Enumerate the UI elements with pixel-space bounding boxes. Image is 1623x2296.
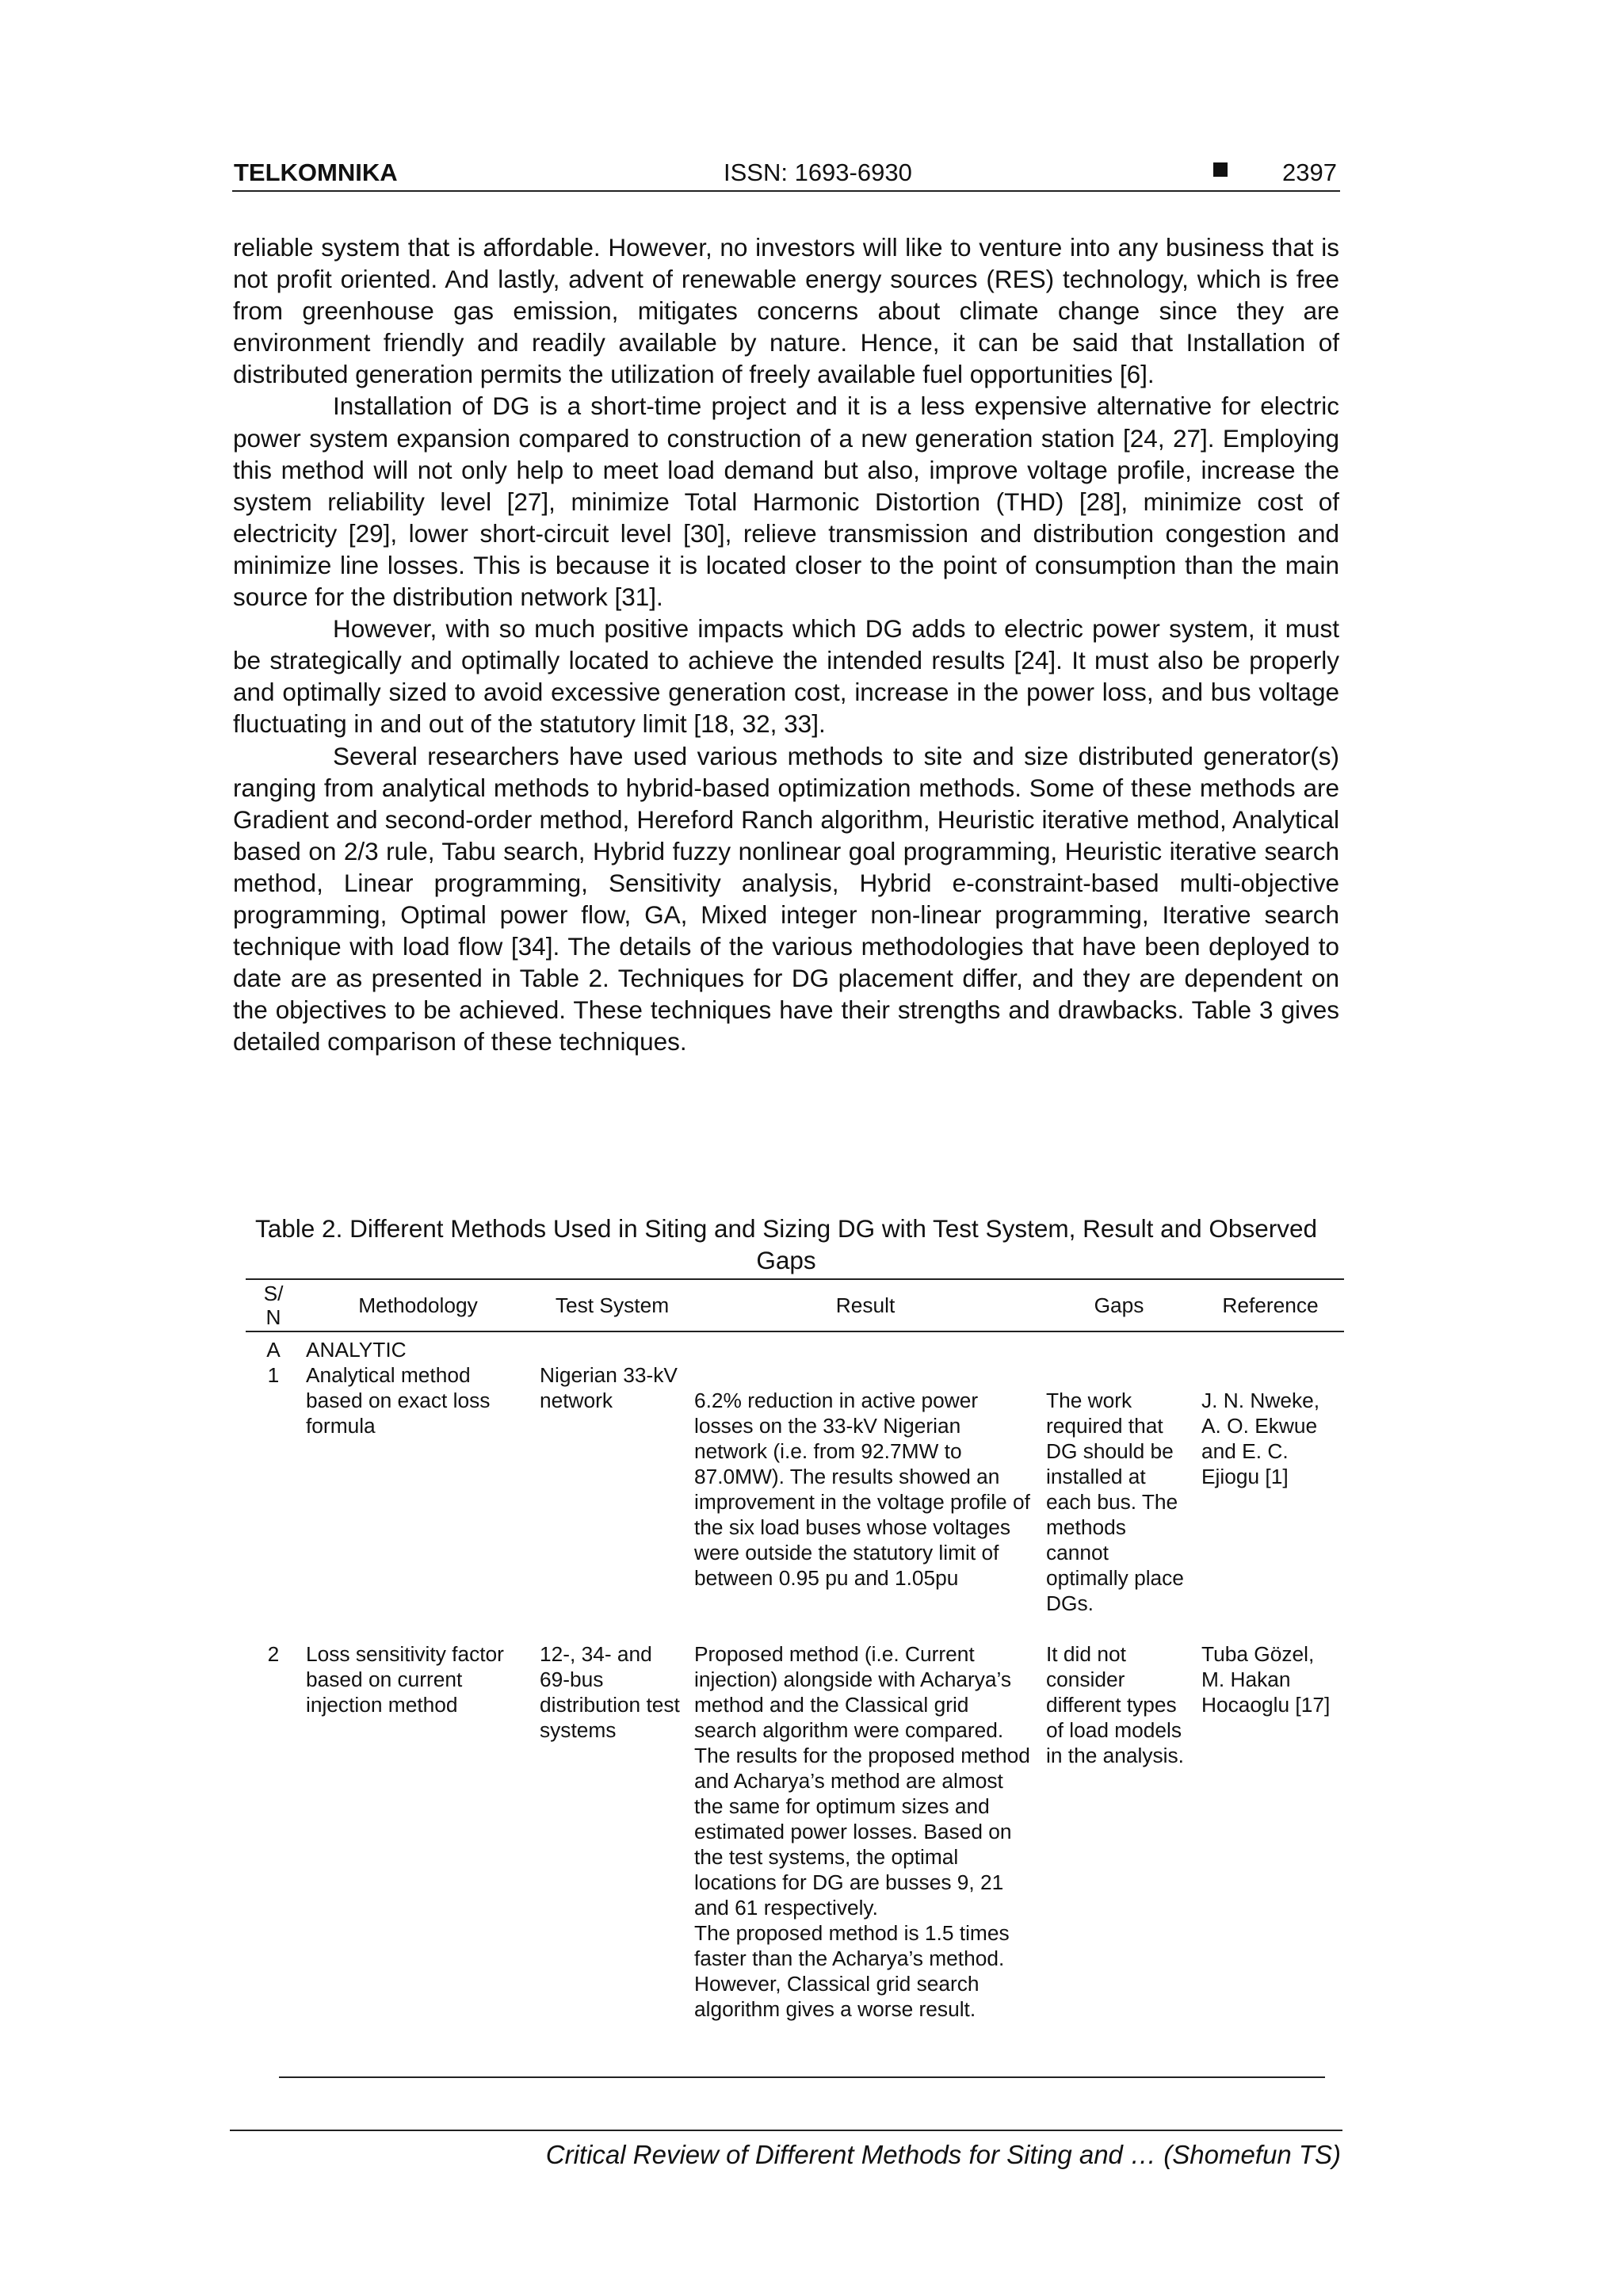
table-caption: Table 2. Different Methods Used in Siting and Sizing DG with Test System, Result and Observed Gaps: [255, 1214, 1317, 1274]
paragraph: Installation of DG is a short-time project and it is a less expensive alternative for electric power system expansion compared to construction of a new generation station [24, 27]. Employing this method will not only help to meet load demand but also, improve voltage profile, increase the system reliability level [27], minimize Total Harmonic Distortion (THD) [28], minimize cost of electricity [29], lower short-circuit level [30], relieve transmission and distribution congestion and minimize line losses. This is because it is located closer to the point of consumption than the main source for the distribution network [31].: [233, 392, 1339, 612]
methods-table: [246, 1278, 1344, 2030]
page-footer: [230, 2130, 1342, 2169]
row-gaps: It did not consider different types of load models in the analysis.: [1046, 1642, 1184, 1767]
section-title: ANALYTIC: [306, 1338, 407, 1362]
row-test-system: 12-, 34- and 69-bus distribution test systems: [540, 1642, 680, 1742]
table-row: [246, 1641, 1344, 2030]
table-row: [246, 1362, 1344, 1641]
body-text: [233, 231, 1339, 1057]
paragraph: However, with so much positive impacts which DG adds to electric power system, it must be strategically and optimally located to achieve the intended results [24]. It must also be properly and optimally sized to avoid excessive generation cost, increase in the power loss, and bus voltage fluctuating in and out of the statutory limit [18, 32, 33].: [233, 614, 1339, 739]
page-header: [232, 155, 1340, 192]
table-section-row: [246, 1331, 1344, 1362]
row-sn: 1: [267, 1363, 280, 1387]
header-reference: Reference: [1197, 1279, 1344, 1331]
row-result-text: Proposed method (i.e. Current injection) alongside with Acharya’s method and the Classical grid search algorithm were compared. The results for the proposed method and Acharya’s method are almost the same for optimum sizes and estimated power losses. Based on the test systems, the optimal locations for DG are busses 9, 21 and 61 respectively.: [694, 1642, 1030, 1920]
row-result-extra: The proposed method is 1.5 times faster than the Acharya’s method. However, Classical grid search algorithm gives a worse result.: [694, 1921, 1010, 2021]
row-gaps: The work required that DG should be installed at each bus. The methods cannot optimally place DGs.: [1046, 1389, 1184, 1615]
journal-name: TELKOMNIKA: [234, 159, 398, 186]
row-reference: Tuba Gözel, M. Hakan Hocaoglu [17]: [1201, 1642, 1331, 1717]
table-header-row: [246, 1279, 1344, 1331]
header-test-system: Test System: [535, 1279, 689, 1331]
row-methodology: Analytical method based on exact loss formula: [306, 1363, 491, 1438]
square-bullet-icon: [1213, 162, 1228, 177]
row-result: [689, 1641, 1041, 2030]
paragraph: reliable system that is affordable. However, no investors will like to venture into any business that is not profit oriented. And lastly, advent of renewable energy sources (RES) technology, which is free from greenhouse gas emission, mitigates concerns about climate change since they are environment friendly and readily available by nature. Hence, it can be said that Installation of distributed generation permits the utilization of freely available fuel opportunities [6].: [233, 233, 1339, 389]
row-reference: J. N. Nweke, A. O. Ekwue and E. C. Ejiogu [1]: [1201, 1389, 1320, 1488]
row-result: 6.2% reduction in active power losses on the 33-kV Nigerian network (i.e. from 92.7MW to 87.0MW). The results showed an improvement in the voltage profile of the six load buses whose voltages were outside the statutory limit of between 0.95 pu and 1.05pu: [694, 1389, 1030, 1590]
header-methodology: Methodology: [301, 1279, 535, 1331]
row-test-system: Nigerian 33-kV network: [540, 1363, 678, 1412]
header-sn: S/ N: [246, 1279, 301, 1331]
header-result: Result: [689, 1279, 1041, 1331]
table-bottom-rule: [279, 2076, 1325, 2078]
paragraph: Several researchers have used various methods to site and size distributed generator(s) ranging from analytical methods to hybrid-based optimization methods. Some of these methods are Gradient and second-order method, Hereford Ranch algorithm, Heuristic iterative method, Analytical based on 2/3 rule, Tabu search, Hybrid fuzzy nonlinear goal programming, Heuristic iterative search method, Linear programming, Sensitivity analysis, Hybrid e-constraint-based multi-objective programming, Optimal power flow, GA, Mixed integer non-linear programming, Iterative search technique with load flow [34]. The details of the various methodologies that have been deployed to date are as presented in Table 2. Techniques for DG placement differ, and they are dependent on the objectives to be achieved. These techniques have their strengths and drawbacks. Table 3 gives detailed comparison of these techniques.: [233, 741, 1339, 1056]
header-gaps: Gaps: [1041, 1279, 1197, 1331]
page-number: 2397: [1282, 159, 1337, 186]
row-methodology: Loss sensitivity factor based on current injection method: [306, 1642, 504, 1717]
section-id: A: [266, 1338, 281, 1362]
running-title: Critical Review of Different Methods for Siting and … (Shomefun TS): [545, 2140, 1341, 2169]
issn: ISSN: 1693-6930: [724, 159, 912, 186]
row-sn: 2: [267, 1642, 280, 1666]
